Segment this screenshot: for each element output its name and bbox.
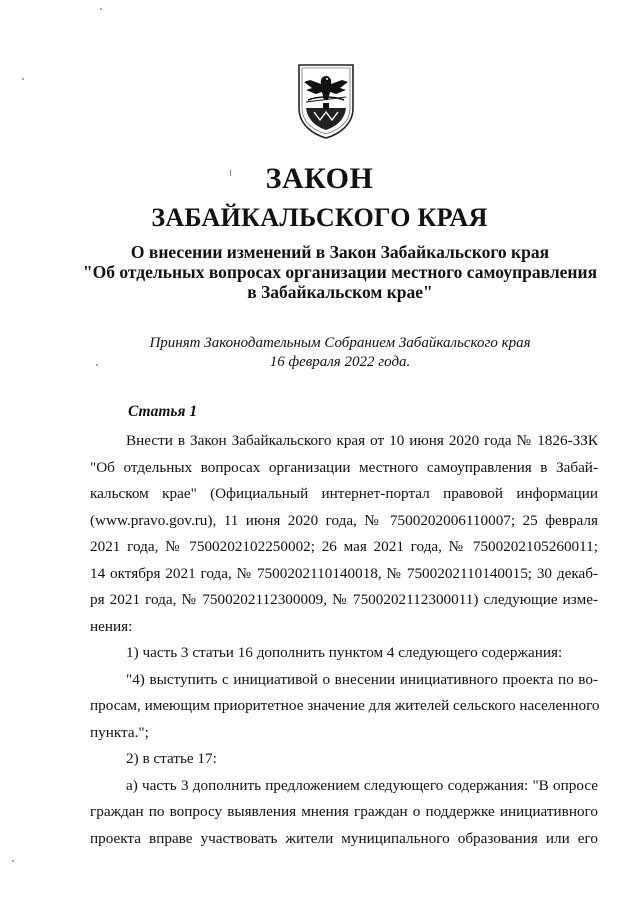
scan-speck [96,364,98,366]
law-subject-line: "Об отдельных вопросах организации местного самоуправления [82,262,598,282]
body-line: нения: [90,617,133,635]
document-region: ЗАБАЙКАЛЬСКОГО КРАЯ [151,203,488,232]
article-heading: Статья 1 [128,403,198,420]
law-subject [60,242,620,302]
body-line: 2) в статье 17: [126,750,217,767]
body-line: Внести в Закон Забайкальского края от 10 июня 2020 года № 1826-ЗЗК [126,432,598,449]
body-line: ря 2021 года, № 7500202112300009, № 7500202112300011) следующие изме- [90,591,598,608]
body-line: кальском крае" (Официальный интернет-портал правовой информации [90,485,598,502]
body-line: граждан по вопросу выявления мнения граждан о поддержке инициативного [90,803,598,820]
adoption-date: 16 февраля 2022 года. [269,354,411,370]
body-line: а) часть 3 дополнить предложением следующего содержания: "В опросе [126,776,598,794]
adoption-note [100,334,580,372]
body-line: пункта."; [90,723,149,741]
law-subject-line: О внесении изменений в Закон Забайкальского края [130,242,550,262]
scan-speck [12,860,14,862]
body-line: 14 октября 2021 года, № 7500202110140018, № 7500202110140015; 30 декаб- [90,564,598,582]
body-line: (www.pravo.gov.ru), 11 июня 2020 года, № 7500202006110007; 25 февраля [90,511,598,529]
coat-of-arms-emblem [296,62,356,140]
adoption-line: Принят Законодательным Собранием Забайкальского края [149,335,531,351]
body-line: "Об отдельных вопросах организации местного самоуправления в Забай- [90,458,598,476]
body-line: 2021 года, № 7500202102250002; 26 мая 2021 года, № 7500202105260011; [90,538,598,555]
law-subject-line: в Забайкальском крае" [247,282,433,302]
body-line: проекта вправе участвовать жители муниципального образования или его [90,829,598,847]
scan-speck [100,8,102,10]
body-line: просам, имеющим приоритетное значение для жителей сельского населенного [90,697,600,714]
scan-speck [22,78,24,80]
document-title: ЗАКОН [265,162,374,195]
body-line: 1) часть 3 статьи 16 дополнить пунктом 4 следующего содержания: [126,644,563,661]
body-line: "4) выступить с инициативой о внесении инициативного проекта по во- [126,670,598,688]
scan-speck [230,170,231,176]
article-body [90,428,598,852]
